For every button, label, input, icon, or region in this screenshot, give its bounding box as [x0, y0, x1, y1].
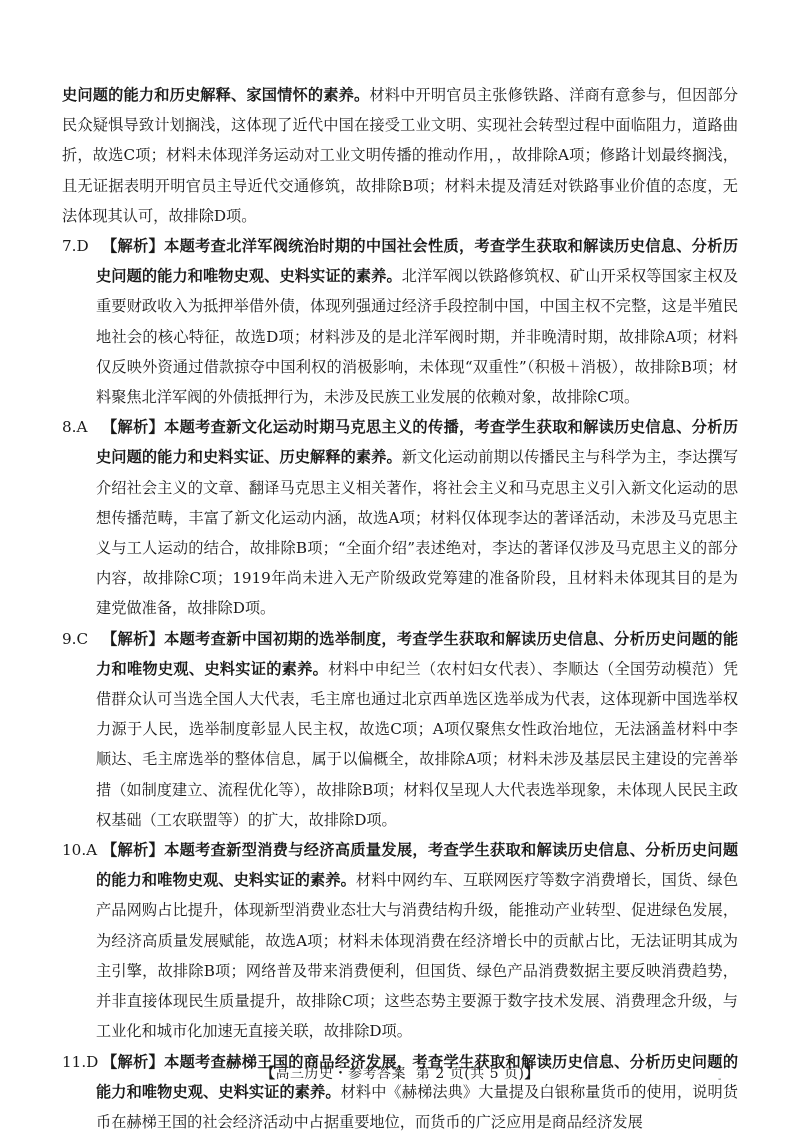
item-text: 材料中申纪兰（农村妇女代表）、李顺达（全国劳动模范）凭借群众认可当选全国人大代表，毛主席也通过北京西单选区选举成为代表，这体现新中国选举权力源于人民，选举制度彰显人民主权，故选C项；A项仅聚焦女性政治地位，无法涵盖材料中李顺达、毛主席选举的整体信息，属于以偏概全，故排除A项；材料未涉及基层民主建设的完善举措（如制度建立、流程优化等），故排除B项；材料仅呈现人大代表选举现象，未体现人民民主政权基础（工农联盟等）的扩大，故排除D项。: [96, 660, 738, 829]
item-lead: 本题考查新中国初期的选举制度，考查学生获取和解读历史信息、分析历史问题的能力和唯物史观、史料实证的素养。: [96, 630, 738, 678]
item-number: 9.C: [62, 624, 96, 654]
footer-left-bracket: 【: [261, 1066, 276, 1082]
answer-item-10: [62, 835, 738, 1046]
item-lead: 本题考查赫梯王国的商品经济发展，考查学生获取和解读历史信息、分析历史问题的能力和唯物史观、史料实证的素养。: [96, 1053, 738, 1101]
analysis-tag: 【解析】: [102, 418, 164, 436]
item-lead: 本题考查新型消费与经济高质量发展，考查学生获取和解读历史信息、分析历史问题的能力和唯物史观、史料实证的素养。: [96, 841, 738, 889]
page-footer: [0, 1063, 800, 1083]
item-number: 7.D: [62, 231, 96, 261]
paragraph-lead: 史问题的能力和历史解释、家国情怀的素养。: [62, 86, 369, 104]
continued-paragraph: [62, 80, 738, 231]
footer-right-bracket: 】: [524, 1066, 539, 1082]
analysis-tag: 【解析】: [102, 237, 164, 255]
item-text: 材料中《赫梯法典》大量提及白银称量货币的使用，说明货币在赫梯王国的社会经济活动中占据重要地位，而货币的广泛应用是商品经济发展: [96, 1083, 738, 1131]
item-text: 材料中网约车、互联网医疗等数字消费增长，国货、绿色产品网购占比提升，体现新型消费业态壮大与消费结构升级，能推动产业转型、促进绿色发展，为经济高质量发展赋能，故选A项；材料未体现消费在经济增长中的贡献占比，无法证明其成为主引擎，故排除B项；网络普及带来消费便利，但国货、绿色产品消费数据主要反映消费趋势，并非直接体现民生质量提升，故排除C项；这些态势主要源于数字技术发展、消费理念升级，与工业化和城市化加速无直接关联，故排除D项。: [96, 871, 738, 1040]
item-number: 10.A: [62, 835, 96, 865]
analysis-tag: 【解析】: [102, 841, 164, 859]
answer-item-9: [62, 624, 738, 835]
page-content: [62, 80, 738, 1137]
answer-item-8: [62, 412, 738, 623]
analysis-tag: 【解析】: [102, 630, 164, 648]
analysis-tag: 【解析】: [102, 1053, 164, 1071]
item-text: 北洋军阀以铁路修筑权、矿山开采权等国家主权及重要财政收入为抵押举借外债，体现列强通过经济手段控制中国，中国主权不完整，这是半殖民地社会的核心特征，故选D项；材料涉及的是北洋军阀时期，并非晚清时期，故排除A项；材料仅反映外资通过借款掠夺中国利权的消极影响，未体现“双重性”（积极＋消极），故排除B项；材料聚焦北洋军阀的外债抵押行为，未涉及民族工业发展的依赖对象，故排除C项。: [96, 267, 738, 406]
paragraph-text: 材料中开明官员主张修铁路、洋商有意参与，但因部分民众疑惧导致计划搁浅，这体现了近代中国在接受工业文明、实现社会转型过程中面临阻力，道路曲折，故选C项；材料未体现洋务运动对工业文明传播的推动作用，，故排除A项；修路计划最终搁浅，且无证据表明开明官员主导近代交通修筑，故排除B项；材料未提及清廷对铁路事业价值的态度，无法体现其认可，故排除D项。: [62, 86, 738, 225]
footer-title: 高三历史・参考答案: [276, 1066, 407, 1082]
item-lead: 本题考查北洋军阀统治时期的中国社会性质，考查学生获取和解读历史信息、分析历史问题的能力和唯物史观、史料实证的素养。: [96, 237, 738, 285]
answer-item-11: [62, 1047, 738, 1137]
item-lead: 本题考查新文化运动时期马克思主义的传播，考查学生获取和解读历史信息、分析历史问题的能力和史料实证、历史解释的素养。: [96, 418, 738, 466]
answer-item-7: [62, 231, 738, 412]
item-text: 新文化运动前期以传播民主与科学为主，李达撰写介绍社会主义的文章、翻译马克思主义相关著作，将社会主义和马克思主义引入新文化运动的思想传播范畴，丰富了新文化运动内涵，故选A项；材料仅体现李达的著译活动，未涉及马克思主义与工人运动的结合，故排除B项；“全面介绍”表述绝对，李达的著译仅涉及马克思主义的部分内容，故排除C项；1919年尚未进入无产阶级政党筹建的准备阶段，且材料未体现其目的是为建党做准备，故排除D项。: [96, 448, 738, 617]
item-number: 8.A: [62, 412, 96, 442]
corner-mark: -: [718, 1074, 721, 1085]
footer-page-number: 第 2 页(共 5 页): [416, 1066, 525, 1082]
item-number: 11.D: [62, 1047, 96, 1077]
